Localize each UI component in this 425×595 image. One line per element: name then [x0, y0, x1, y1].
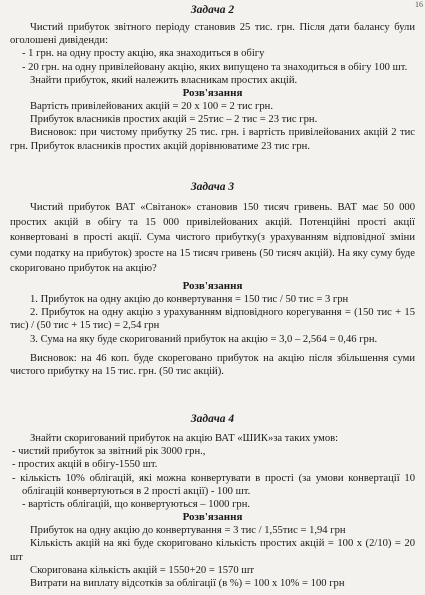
task-2-conclusion: Висновок: при чистому прибутку 25 тис. грн. і вартість привілейованих акцій 2 тис грн. Прибуток власників простих акцій дорівнюватиме 23 тис грн.	[10, 127, 415, 152]
task-4-item: - простих акцій в обігу-1550 шт.	[12, 459, 158, 471]
task-4-intro: Знайти скоригований прибуток на акцію ВАТ «ШИК»за таких умов:	[30, 433, 339, 444]
task-4-solution-line: Кількість акцій на які буде скориговано кількість простих акцій = 100 х (2/10) = 20 шт	[10, 538, 415, 563]
task-4-section	[10, 412, 415, 590]
task-4-title: Задача 4	[190, 413, 235, 425]
task-4-item: - чистий прибуток за звітний рік 3000 грн.,	[12, 446, 206, 458]
task-2-question: Знайти прибуток, який належить власникам простих акцій.	[30, 74, 298, 86]
task-3-title: Задача 3	[190, 181, 235, 193]
task-2-intro: Чистий прибуток звітного періоду становив 25 тис. грн. Після дати балансу були оголошені дивіденди:	[10, 22, 415, 47]
task-2-section	[10, 3, 415, 153]
task-4-solution-title: Розв'язання	[182, 511, 243, 524]
task-4-solution-line: Скоригована кількість акцій = 1550+20 = 1570 шт	[30, 564, 255, 576]
task-4-item: - кількість 10% облігацій, які можна конвертувати в прості (за умови конвертації 10 облігацій конвертуються в 2 прості акції) - 100 шт.	[12, 472, 415, 497]
task-3-step: 3. Сума на яку буде скоригований прибуток на акцію = 3,0 – 2,564 = 0,46 грн.	[30, 333, 378, 345]
task-2-solution-title: Розв'язання	[182, 87, 243, 100]
task-4-solution-line: Витрати на виплату відсотків за облігації (в %) = 100 х 10% = 100 грн	[30, 578, 345, 590]
page-number: 16	[415, 0, 423, 9]
task-4-solution-line: Прибуток на одну акцію до конвертування = 3 тис / 1,55тис = 1,94 грн	[30, 525, 346, 537]
task-2-solution-line: Прибуток власників простих акцій = 25тис – 2 тис = 23 тис грн.	[30, 114, 318, 126]
task-3-solution-title: Розв'язання	[182, 280, 243, 293]
task-3-section	[10, 180, 415, 378]
task-3-conclusion: Висновок: на 46 коп. буде скореговано прибуток на акцію після збільшення суми чистого прибутку на 15 тис. грн. (50 тис акцій).	[10, 352, 415, 378]
task-2-item: - 1 грн. на одну просту акцію, яка знаходиться в обігу	[22, 48, 265, 60]
task-2-solution-line: Вартість привілейованих акцій = 20 х 100 = 2 тис грн.	[30, 101, 273, 113]
task-2-title: Задача 2	[190, 4, 235, 16]
task-3-step: 1. Прибуток на одну акцію до конвертування = 150 тис / 50 тис = 3 грн	[30, 294, 349, 306]
task-2-item: - 20 грн. на одну привілейовану акцію, яких випущено та знаходиться в обігу 100 шт.	[22, 61, 408, 73]
task-3-step: 2. Прибуток на одну акцію з урахуванням відповідного корегування = (150 тис + 15 тис) / (50 тис + 15 тис) = 2,54 грн	[10, 307, 415, 332]
task-4-item: - вартість облігацій, що конвертуються – 1000 грн.	[22, 499, 251, 511]
task-3-intro: Чистий прибуток ВАТ «Світанок» становив 150 тисяч гривень. ВАТ має 50 000 простих акцій в обігу та 15 000 привілейованих акцій. Потенційні прості акції конвертовані в прості акції. Сума чистого прибутку(з урахуванням відповідної зміни суми податку на прибуток) зросте на 15 тисяч гривень (50 тисяч акцій). На яку суму буде скориговано прибуток на акцію?	[10, 202, 415, 274]
